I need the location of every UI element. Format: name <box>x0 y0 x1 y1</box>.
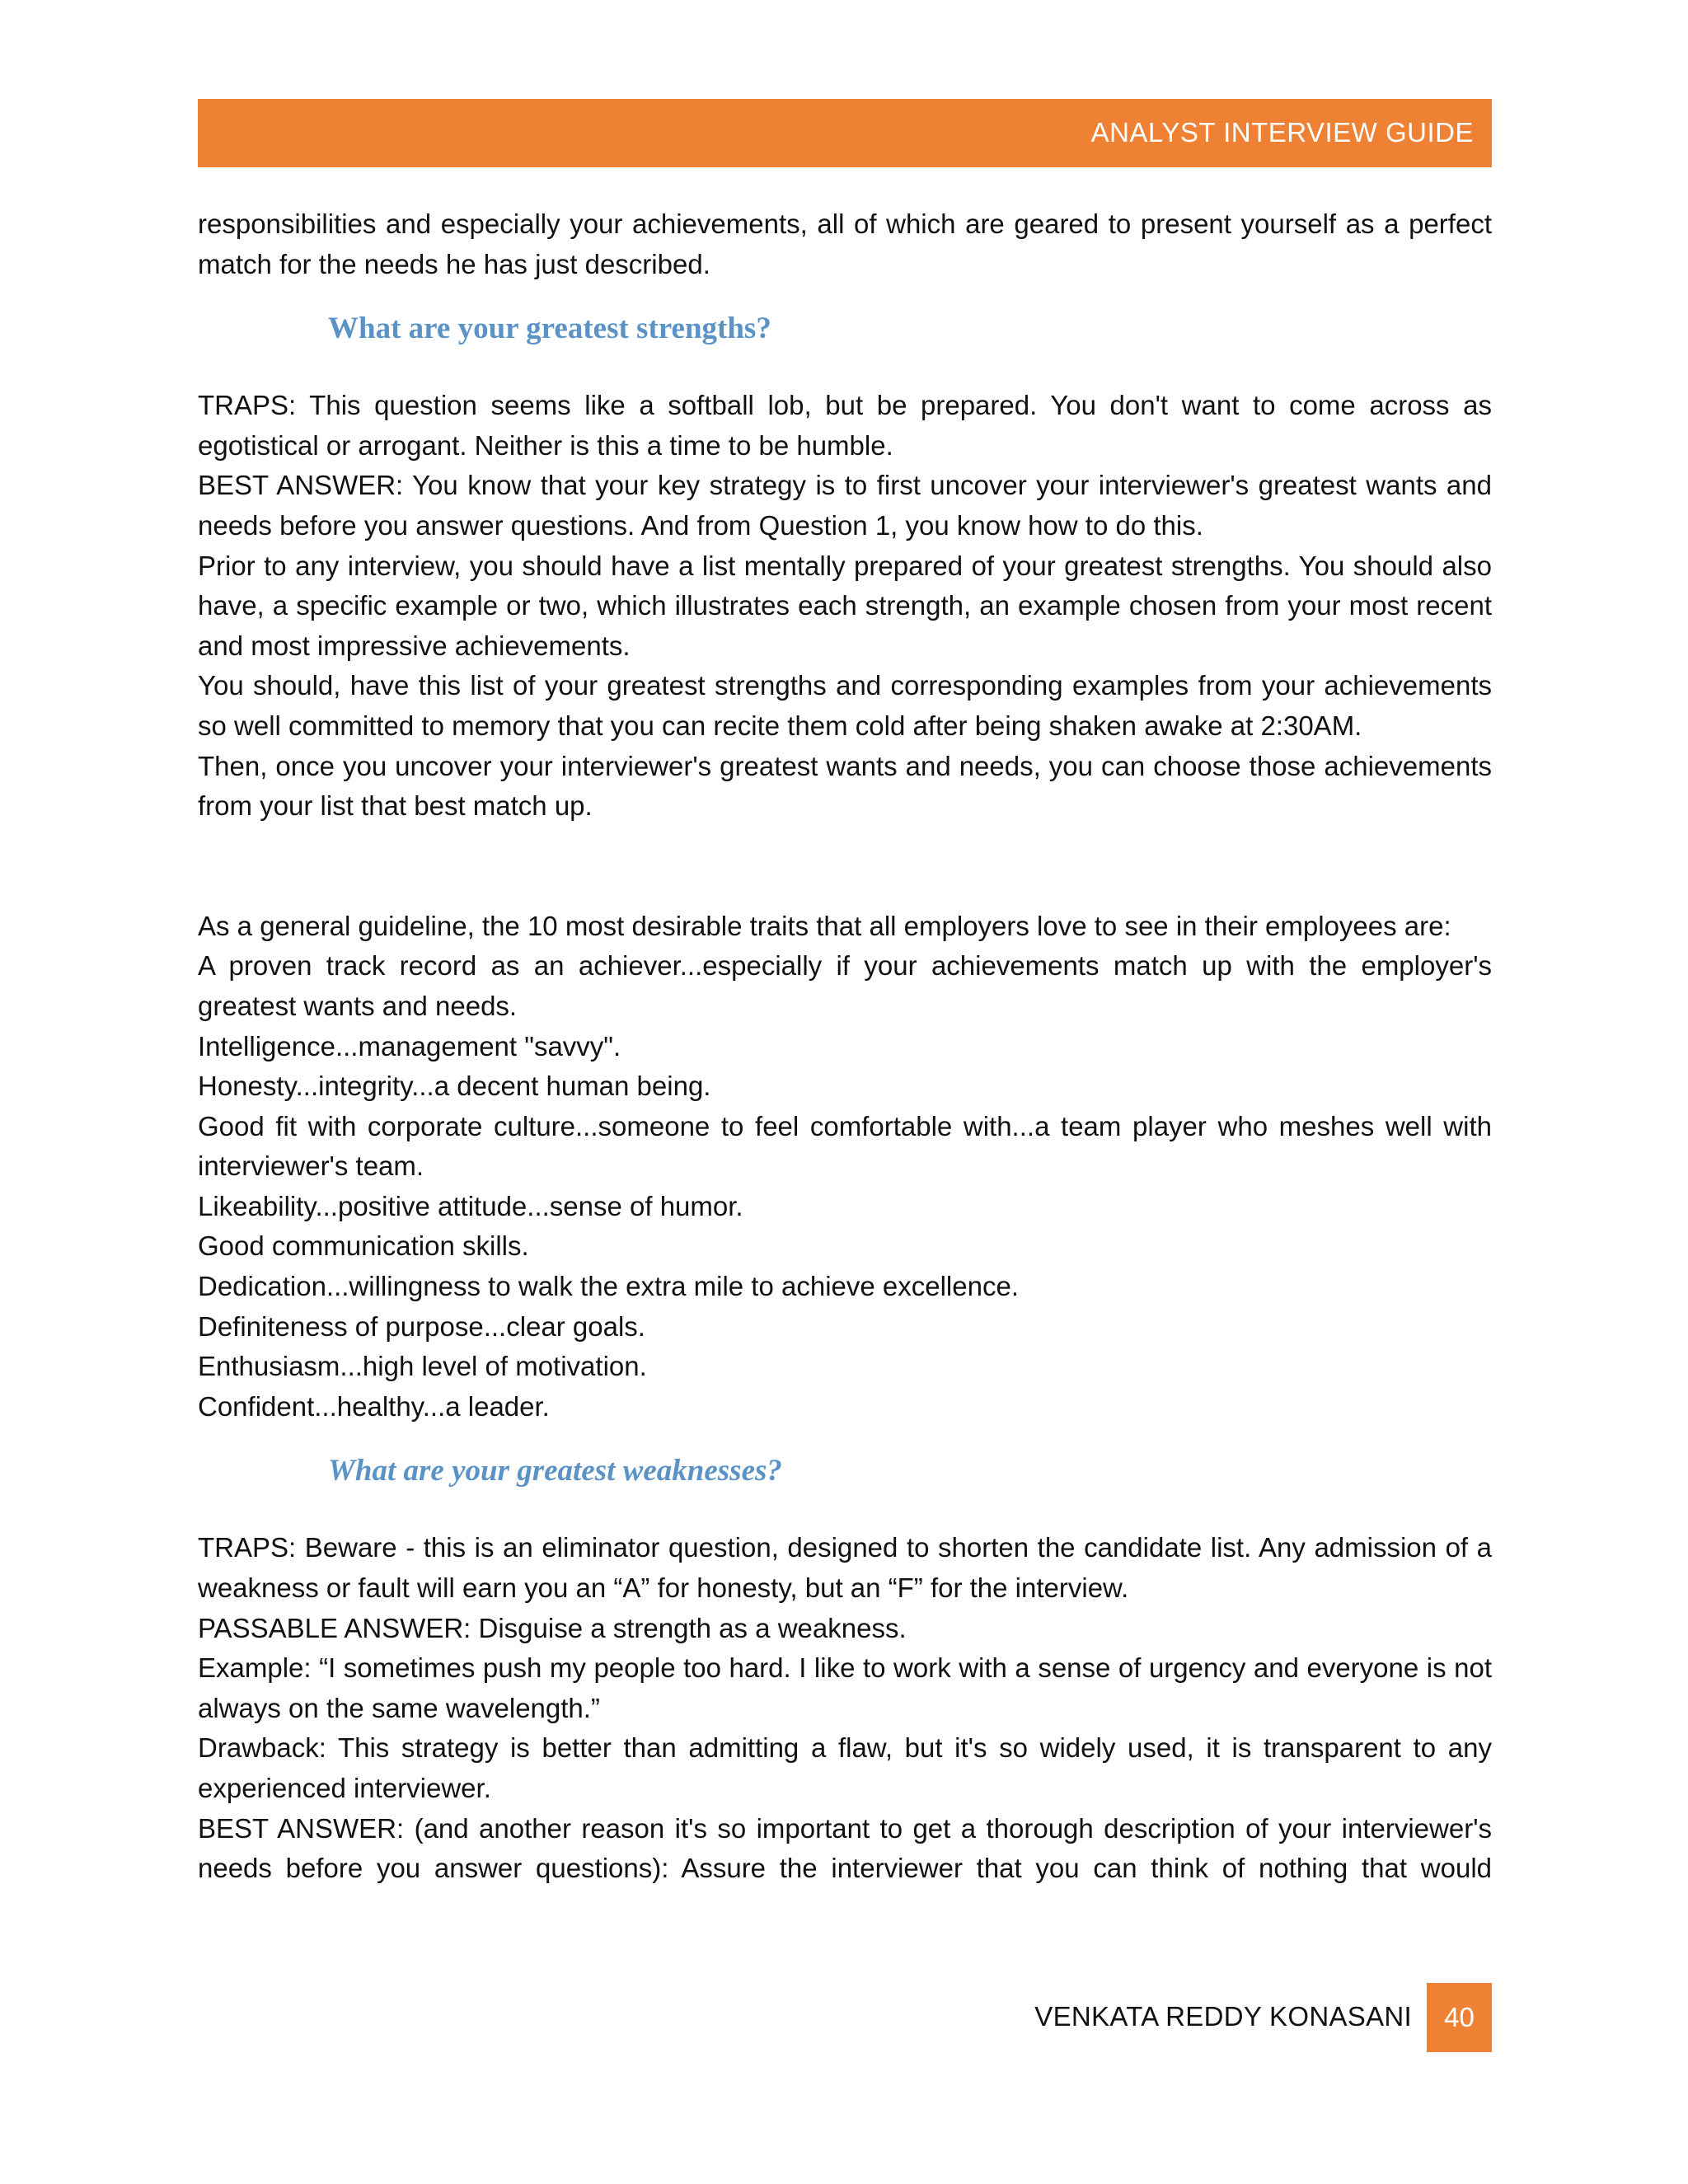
header-bar <box>198 99 1492 167</box>
strengths-memory-paragraph: You should, have this list of your greatest strengths and corresponding examples from your achievements so well committed to memory that you can recite them cold after being shaken awake at 2:30AM. <box>198 670 1492 741</box>
strengths-best-answer-paragraph: BEST ANSWER: You know that your key strategy is to first uncover your interviewer's greatest wants and needs before you answer questions. And from Question 1, you know how to do this. <box>198 470 1492 541</box>
footer-author: VENKATA REDDY KONASANI <box>1034 2001 1412 2032</box>
page-number-badge <box>1427 1983 1492 2052</box>
section-heading-strengths: What are your greatest strengths? <box>328 312 771 346</box>
trait-item: Dedication...willingness to walk the extra mile to achieve excellence. <box>198 1271 1019 1302</box>
page-content <box>198 204 1492 1889</box>
weaknesses-body <box>198 1528 1492 1888</box>
trait-item: Intelligence...management "savvy". <box>198 1030 621 1062</box>
intro-paragraph: responsibilities and especially your achievements, all of which are geared to present yourself as a perfect match for the needs he has just described. <box>198 209 1492 279</box>
trait-item: A proven track record as an achiever...especially if your achievements match up with the employer's greatest wants and needs. <box>198 950 1492 1021</box>
strengths-prior-paragraph: Prior to any interview, you should have a list mentally prepared of your greatest strengths. You should also have, a specific example or two, which illustrates each strength, an example chosen from your most recent and most impressive achievements. <box>198 550 1492 661</box>
strengths-body <box>198 386 1492 827</box>
weaknesses-traps-paragraph: TRAPS: Beware - this is an eliminator question, designed to shorten the candidate list. Any admission of a weakness or fault will earn you an “A” for honesty, but an “F” for the interview. <box>198 1532 1492 1604</box>
trait-item: Good fit with corporate culture...someone to feel comfortable with...a team player who meshes well with interviewer's team. <box>198 1110 1492 1182</box>
trait-item: Definiteness of purpose...clear goals. <box>198 1310 645 1342</box>
traits-intro: As a general guideline, the 10 most desirable traits that all employers love to see in their employees are: <box>198 910 1451 941</box>
weaknesses-example-paragraph: Example: “I sometimes push my people too hard. I like to work with a sense of urgency and everyone is not always on the same wavelength.” <box>198 1652 1492 1723</box>
trait-item: Honesty...integrity...a decent human being. <box>198 1071 711 1102</box>
trait-item: Enthusiasm...high level of motivation. <box>198 1351 647 1382</box>
strengths-traps-paragraph: TRAPS: This question seems like a softball lob, but be prepared. You don't want to come across as egotistical or arrogant. Neither is this a time to be humble. <box>198 390 1492 461</box>
page-number: 40 <box>1444 2002 1475 2032</box>
header-title: ANALYST INTERVIEW GUIDE <box>1090 117 1474 148</box>
section-heading-weaknesses: What are your greatest weaknesses? <box>328 1454 782 1488</box>
trait-item: Likeability...positive attitude...sense of humor. <box>198 1190 743 1221</box>
weaknesses-passable-paragraph: PASSABLE ANSWER: Disguise a strength as a weakness. <box>198 1612 907 1643</box>
traits-list <box>198 907 1492 1427</box>
trait-item: Good communication skills. <box>198 1230 529 1262</box>
trait-item: Confident...healthy...a leader. <box>198 1390 550 1422</box>
weaknesses-drawback-paragraph: Drawback: This strategy is better than admitting a flaw, but it's so widely used, it is transparent to any experienced interviewer. <box>198 1732 1492 1803</box>
strengths-then-paragraph: Then, once you uncover your interviewer's greatest wants and needs, you can choose those achievements from your list that best match up. <box>198 750 1492 822</box>
weaknesses-best-answer-paragraph: BEST ANSWER: (and another reason it's so important to get a thorough description of your interviewer's needs before you answer questions): Assure the interviewer that you can think of nothing that would <box>198 1812 1492 1884</box>
